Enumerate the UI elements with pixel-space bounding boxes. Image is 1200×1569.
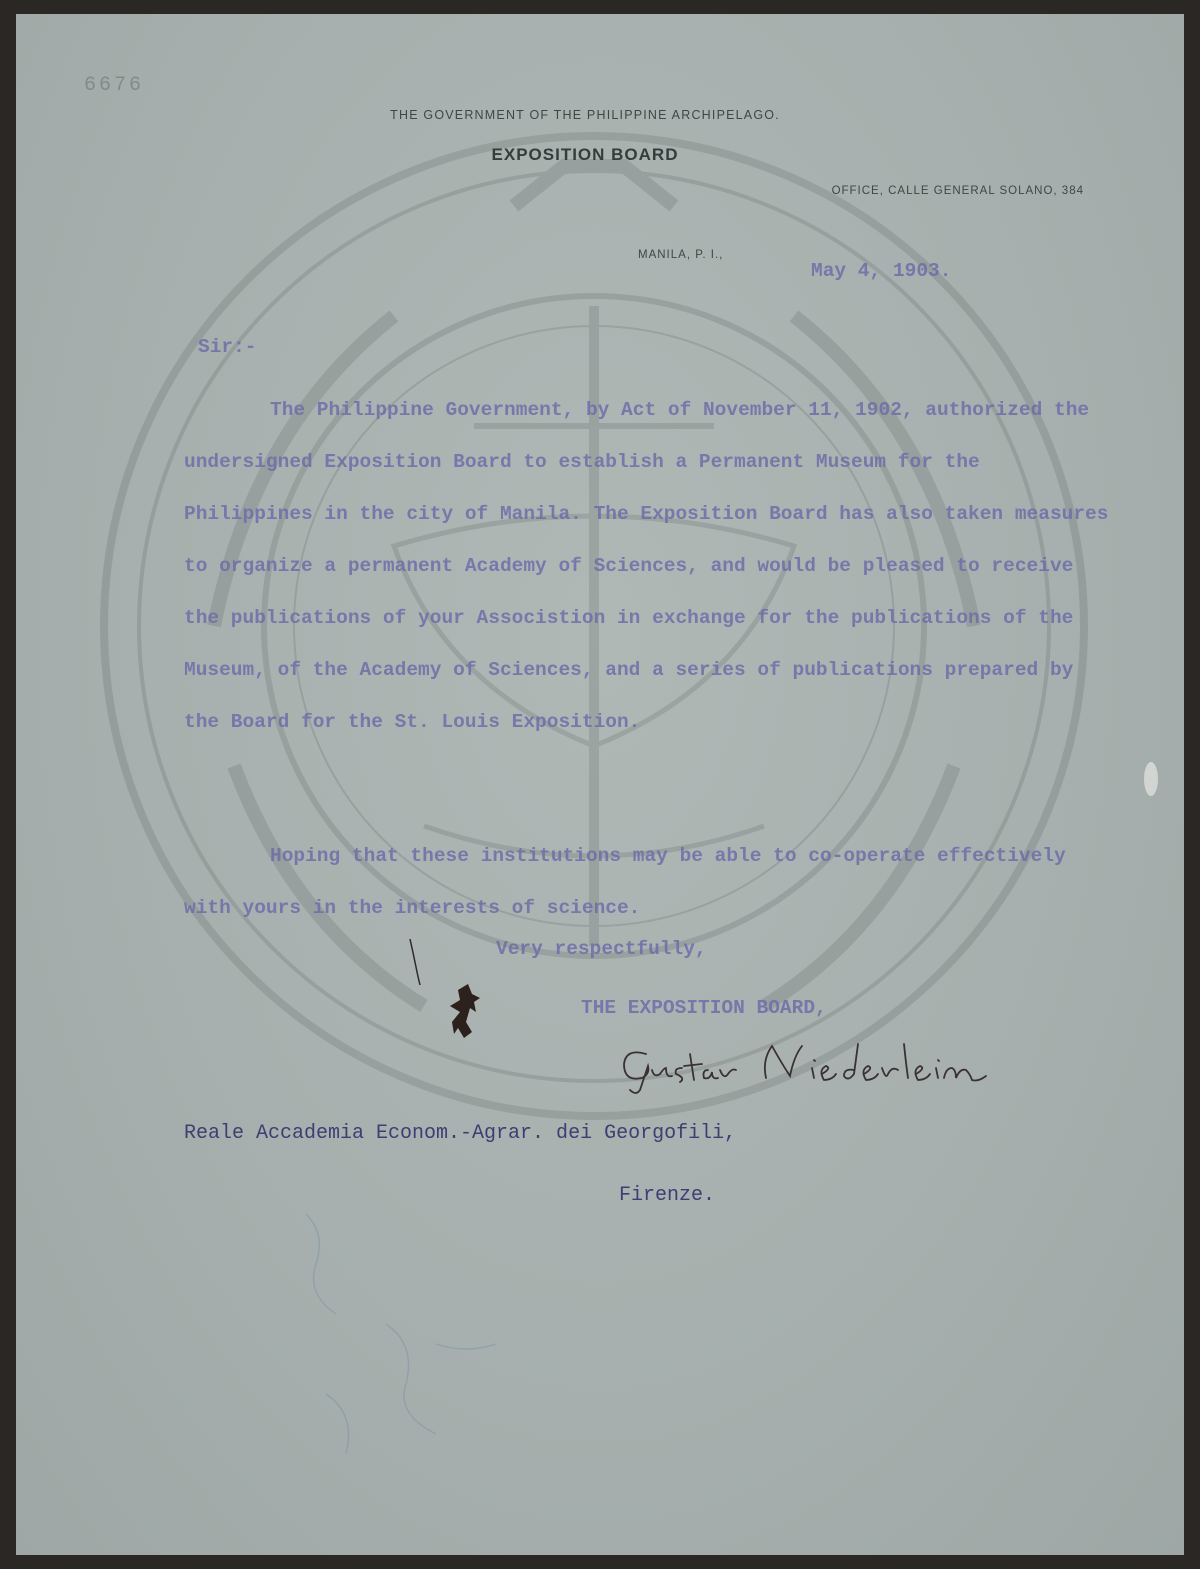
letterhead-office-address: OFFICE, CALLE GENERAL SOLANO, 384 [831,185,1084,197]
letterhead-government: THE GOVERNMENT OF THE PHILIPPINE ARCHIPELAGO. [390,108,780,122]
letterhead-board-title: EXPOSITION BOARD [491,145,679,164]
letterhead-place: MANILA, P. I., [638,249,724,261]
paper-fiber [408,937,422,987]
paper-spot [1144,762,1158,796]
body-paragraph-1: The Philippine Government, by Act of November 11, 1902, authorized the undersigned Exposition Board to establish a Permanent Museum for the Philippines in the city of Manila. The Exposition Board has also taken measures to organize a permanent Academy of Sciences, and would be pleased to receive the publications of your Associstion in exchange for the publications of the Museum, of the Academy of Sciences, and a series of publications prepared by the Board for the St. Louis Exposition. [184,399,1109,733]
faint-pencil-marks [266,1194,526,1494]
handwritten-signature [616,1034,996,1094]
addressee-line-2: Firenze. [619,1184,716,1207]
body-paragraph-2: Hoping that these institutions may be able to co-operate effectively with yours in the interests of science. [184,845,1066,919]
letter-page [16,14,1184,1555]
closing: Very respectfully, [496,938,707,960]
salutation: Sir:- [198,336,257,358]
archive-serial-number: 6676 [84,74,145,97]
letter-date: May 4, 1903. [811,260,952,282]
signatory-organization: THE EXPOSITION BOARD, [581,997,827,1019]
addressee-line-1: Reale Accademia Econom.-Agrar. dei Georgofili, [184,1122,737,1145]
ink-blot [446,982,486,1040]
